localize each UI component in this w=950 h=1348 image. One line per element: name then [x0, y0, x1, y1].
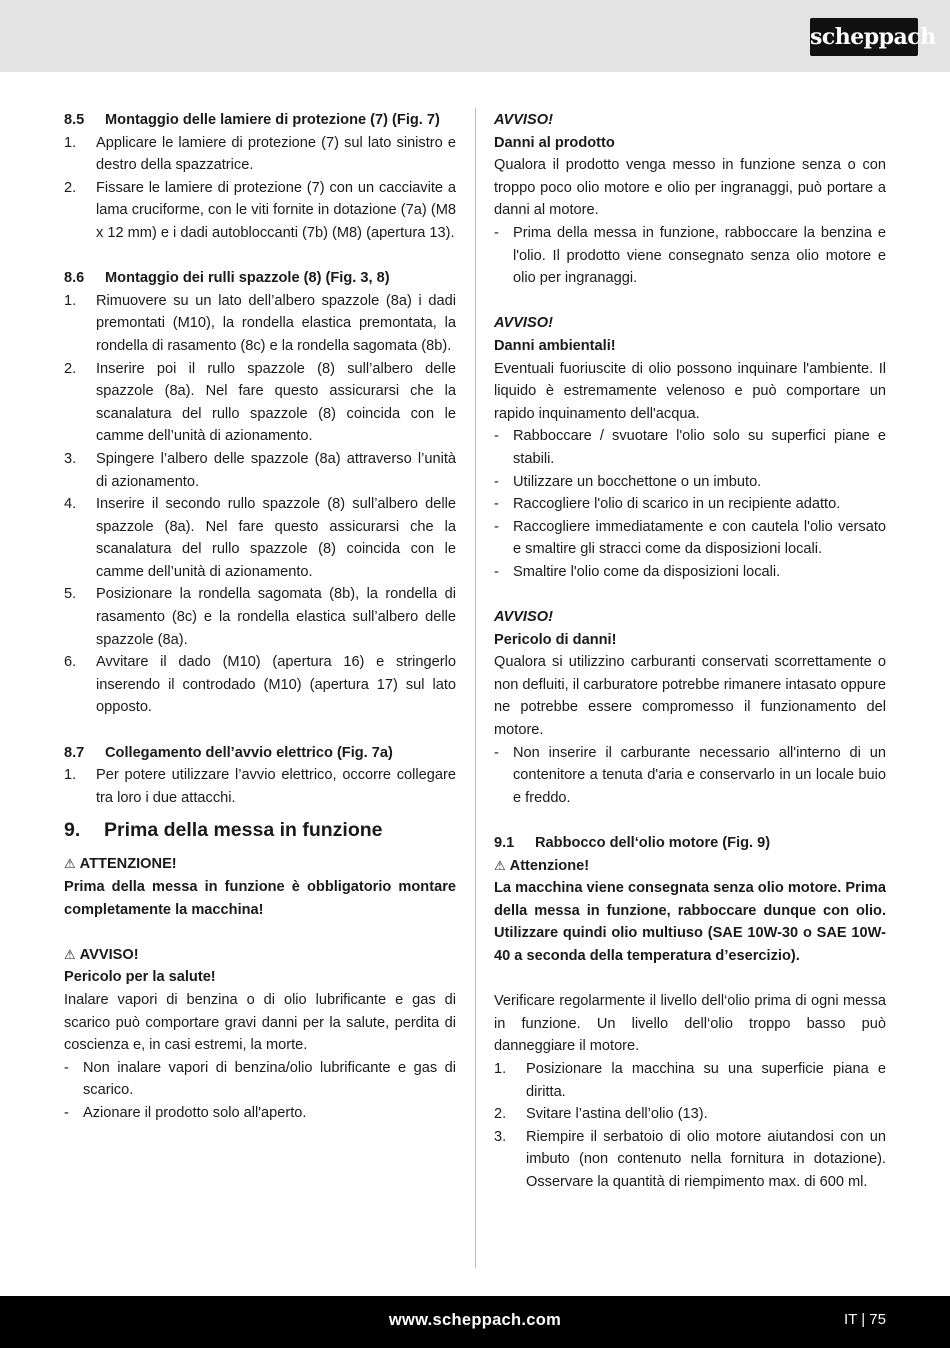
avviso-text: Qualora il prodotto venga messo in funzione senza o con troppo poco olio motore e olio per ingranaggi, può portare a danni al motore.	[494, 157, 886, 219]
bullet-item: - Smaltire l'olio come da disposizioni locali.	[494, 563, 781, 580]
list-item: 6. Avvitare il dado (M10) (apertura 16) e stringerlo inserendo il controdado (M10) (apertura 17) sul lato opposto.	[64, 654, 456, 716]
bullet-item: - Rabboccare / svuotare l'olio solo su superfici piane e stabili.	[494, 428, 886, 467]
list-item: 1. Posizionare la macchina su una superficie piana e diritta.	[494, 1060, 886, 1100]
list-item: 5. Posizionare la rondella sagomata (8b), la rondella di rasamento (8c) e la rondella elastica sull’albero delle spazzole (8a).	[64, 586, 456, 648]
bullet-item: - Raccogliere immediatamente e con cautela l'olio versato e smaltire gli stracci come da disposizioni locali.	[494, 518, 886, 558]
bullet-item: - Raccogliere l'olio di scarico in un recipiente adatto.	[494, 496, 841, 513]
avviso-subtitle: Danni ambientali!	[494, 337, 616, 354]
warning-icon: ⚠	[494, 857, 506, 873]
avviso-text: Qualora si utilizzino carburanti conservati scorrettamente o non defluiti, il carburatore potrebbe rimanere intasato oppure ne potrebbe essere compromesso il funzionamento del motore.	[494, 654, 886, 739]
section-8-6-heading: 8.6 Montaggio dei rulli spazzole (8) (Fig. 3, 8)	[64, 270, 390, 287]
page-header	[0, 0, 950, 72]
bullet-item: - Non inserire il carburante necessario all'interno di un contenitore a tenuta d'aria e conservarlo in un locale buio e freddo.	[494, 744, 886, 806]
avviso-label: AVVISO!	[494, 609, 553, 626]
avviso-label: AVVISO!	[494, 112, 553, 128]
section-8-5-heading: 8.5 Montaggio delle lamiere di protezione (7) (Fig. 7)	[64, 112, 440, 128]
avviso-label: AVVISO!	[494, 315, 553, 332]
column-divider	[475, 108, 476, 1268]
bullet-item: - Prima della messa in funzione, rabboccare la benzina e l'olio. Il prodotto viene consegnato senza olio motore e olio per ingranaggi.	[494, 224, 886, 287]
warning-icon: ⚠	[64, 856, 76, 872]
website-link[interactable]: www.scheppach.com	[388, 1311, 562, 1329]
list-item: 1. Per potere utilizzare l’avvio elettrico, occorre collegare tra loro i due attacchi.	[64, 767, 456, 806]
attention-text: La macchina viene consegnata senza olio motore. Prima della messa in funzione, rabboccare dunque con olio. Utilizzare quindi olio multiuso (SAE 10W-30 o SAE 10W-40 a seconda della temperatura d’esercizio).	[494, 880, 886, 964]
list-item: 4. Inserire il secondo rullo spazzole (8) sull’albero delle spazzole (8a). Nel fare questo assicurarsi che la scanalatura del rullo spazzole (8) coincida con le camme dell’unità di azionamento.	[64, 496, 456, 580]
section-9-heading: 9. Prima della messa in funzione	[64, 819, 383, 842]
avviso-subtitle: Danni al prodotto	[494, 134, 615, 151]
avviso-subtitle: Pericolo di danni!	[494, 631, 617, 648]
section-9-1-heading: 9.1 Rabbocco dell‘olio motore (Fig. 9)	[494, 835, 771, 851]
warning-icon: ⚠	[64, 946, 76, 962]
list-item: 3. Riempire il serbatoio di olio motore aiutandosi con un imbuto (non contenuto nella fornitura in dotazione). Osservare la quantità di riempimento max. di 600 ml.	[494, 1128, 886, 1190]
bullet-item: - Utilizzare un bocchettone o un imbuto.	[494, 473, 762, 490]
avviso-label: ⚠ AVVISO!	[64, 946, 139, 963]
body-text: Verificare regolarmente il livello dell‘olio prima di ogni messa in funzione. Un livello dell‘olio troppo basso può danneggiare il motore.	[494, 993, 886, 1055]
page-number: IT | 75	[844, 1311, 886, 1328]
list-item: 2. Fissare le lamiere di protezione (7) con un cacciavite a lama cruciforme, con le viti fornite in dotazione (7a) (M8 x 12 mm) e i dadi autobloccanti (7b) (M8) (apertura 13).	[64, 179, 456, 241]
bullet-item: - Non inalare vapori di benzina/olio lubrificante e gas di scarico.	[64, 1059, 456, 1099]
list-item: 1. Applicare le lamiere di protezione (7) sul lato sinistro e destro della spazzatrice.	[64, 134, 456, 174]
page-footer	[0, 1296, 950, 1348]
list-item: 1. Rimuovere su un lato dell’albero spazzole (8a) i dadi premontati (M10), la rondella elastica premontata, la rondella di rasamento (8c) e la rondella sagomata (8b).	[64, 292, 456, 354]
right-column	[494, 109, 886, 1194]
list-item: 3. Spingere l’albero delle spazzole (8a) attraverso l’unità di azionamento.	[64, 450, 456, 490]
list-item: 2. Svitare l’astina dell’olio (13).	[494, 1106, 708, 1123]
avviso-text: Inalare vapori di benzina o di olio lubrificante e gas di scarico può comportare gravi danni per la salute, perdita di coscienza e, in casi estremi, la morte.	[64, 991, 456, 1054]
attention-text: Prima della messa in funzione è obbligatorio montare completamente la macchina!	[64, 879, 456, 918]
avviso-subtitle: Pericolo per la salute!	[64, 969, 216, 986]
left-column	[64, 109, 456, 1125]
brand-logo: scheppach	[810, 18, 918, 56]
avviso-text: Eventuali fuoriuscite di olio possono inquinare l'ambiente. Il liquido è estremamente velenoso e può comportare un rapido inquinamento dell'acqua.	[494, 360, 886, 422]
attention-label: ⚠ Attenzione!	[494, 857, 590, 874]
section-8-7-heading: 8.7 Collegamento dell’avvio elettrico (Fig. 7a)	[64, 744, 393, 761]
bullet-item: - Azionare il prodotto solo all'aperto.	[64, 1104, 307, 1121]
attention-label: ⚠ ATTENZIONE!	[64, 856, 177, 873]
list-item: 2. Inserire poi il rullo spazzole (8) sull’albero delle spazzole (8a). Nel fare questo assicurarsi che la scanalatura del rullo spazzole (8) coincida con le camme dell’unità di azionamento.	[64, 360, 456, 445]
